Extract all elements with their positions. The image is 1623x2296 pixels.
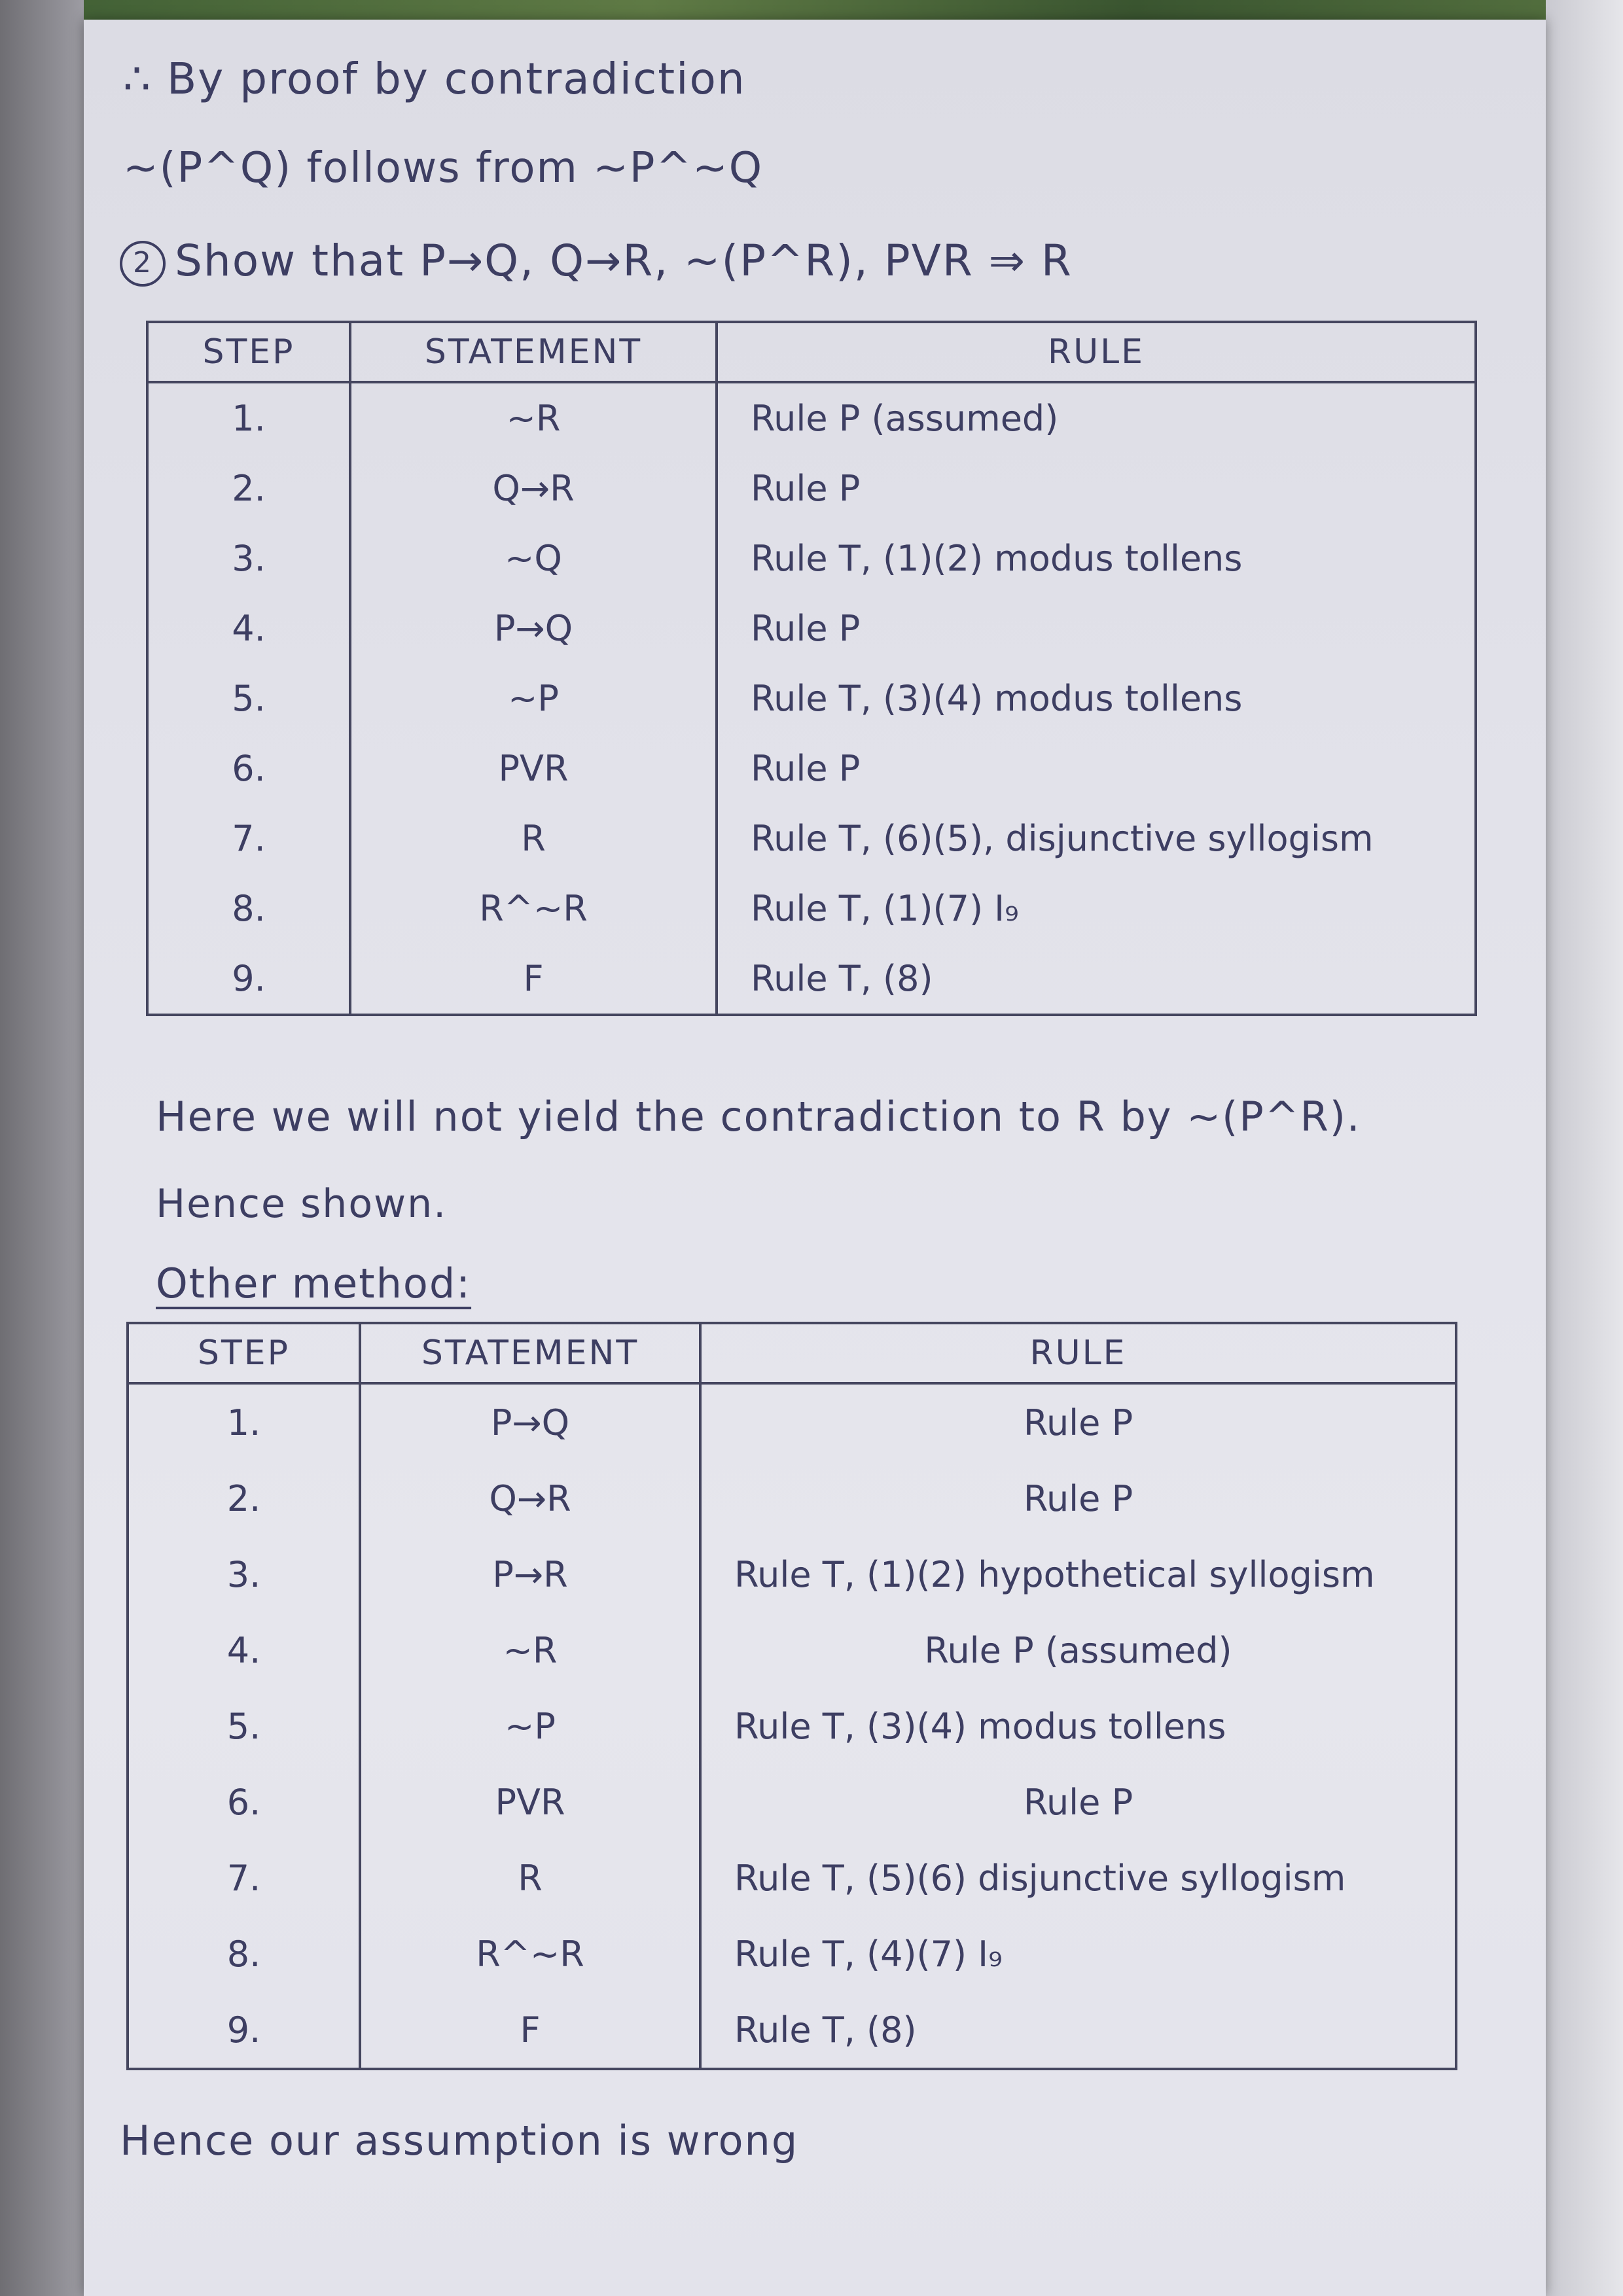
table-row xyxy=(147,593,1476,663)
table-row xyxy=(128,1460,1456,1536)
rule-cell: Rule P xyxy=(717,593,1476,663)
conclusion-line: ∴ By proof by contradiction xyxy=(123,54,746,104)
question-text: Show that P→Q, Q→R, ~(P^R), PVR ⇒ R xyxy=(175,236,1073,286)
rule-cell: Rule T, (8) xyxy=(717,944,1476,1015)
statement-cell: P→R xyxy=(360,1536,700,1612)
table-header-row xyxy=(147,322,1476,382)
step-cell: 9. xyxy=(147,944,350,1015)
table-row xyxy=(147,874,1476,944)
explanation-text: Here we will not yield the contradiction to R by ~(P^R). xyxy=(156,1093,1361,1140)
step-cell: 3. xyxy=(128,1536,360,1612)
question-number-badge: 2 xyxy=(120,241,166,287)
statement-cell: ~R xyxy=(350,382,717,453)
final-conclusion-text: Hence our assumption is wrong xyxy=(120,2117,799,2164)
proof-table-1 xyxy=(146,321,1477,1016)
other-method-heading: Other method: xyxy=(156,1260,472,1307)
step-cell: 8. xyxy=(147,874,350,944)
rule-cell: Rule P xyxy=(700,1764,1456,1840)
step-cell: 2. xyxy=(147,453,350,523)
step-cell: 6. xyxy=(147,733,350,804)
rule-column-header: RULE xyxy=(700,1323,1456,1383)
table-row xyxy=(147,944,1476,1015)
statement-cell: PVR xyxy=(350,733,717,804)
step-cell: 2. xyxy=(128,1460,360,1536)
rule-cell: Rule T, (1)(7) I₉ xyxy=(717,874,1476,944)
statement-cell: R^~R xyxy=(360,1916,700,1992)
table-row xyxy=(128,1840,1456,1916)
table-row xyxy=(147,733,1476,804)
photo-background-left xyxy=(0,0,84,2296)
step-cell: 9. xyxy=(128,1992,360,2069)
table-row xyxy=(128,1992,1456,2069)
rule-cell: Rule P xyxy=(717,453,1476,523)
rule-cell: Rule T, (5)(6) disjunctive syllogism xyxy=(700,1840,1456,1916)
table-row xyxy=(147,663,1476,733)
statement-cell: F xyxy=(360,1992,700,2069)
statement-cell: P→Q xyxy=(360,1383,700,1460)
rule-cell: Rule P xyxy=(700,1460,1456,1536)
statement-cell: ~R xyxy=(360,1612,700,1688)
table-row xyxy=(128,1688,1456,1764)
rule-cell: Rule P xyxy=(717,733,1476,804)
table-row xyxy=(147,804,1476,874)
table-row xyxy=(128,1383,1456,1460)
statement-cell: R xyxy=(360,1840,700,1916)
statement-cell: Q→R xyxy=(360,1460,700,1536)
rule-cell: Rule T, (8) xyxy=(700,1992,1456,2069)
step-cell: 5. xyxy=(147,663,350,733)
statement-cell: ~Q xyxy=(350,523,717,593)
step-cell: 4. xyxy=(128,1612,360,1688)
rule-cell: Rule T, (6)(5), disjunctive syllogism xyxy=(717,804,1476,874)
table-row xyxy=(128,1612,1456,1688)
step-cell: 3. xyxy=(147,523,350,593)
rule-cell: Rule P xyxy=(700,1383,1456,1460)
step-cell: 8. xyxy=(128,1916,360,1992)
step-cell: 6. xyxy=(128,1764,360,1840)
table-row xyxy=(147,382,1476,453)
statement-cell: PVR xyxy=(360,1764,700,1840)
rule-cell: Rule T, (3)(4) modus tollens xyxy=(700,1688,1456,1764)
statement-cell: Q→R xyxy=(350,453,717,523)
statement-column-header: STATEMENT xyxy=(350,322,717,382)
table-row xyxy=(147,523,1476,593)
step-cell: 7. xyxy=(128,1840,360,1916)
statement-column-header: STATEMENT xyxy=(360,1323,700,1383)
hence-shown-text: Hence shown. xyxy=(156,1181,448,1227)
rule-cell: Rule T, (1)(2) hypothetical syllogism xyxy=(700,1536,1456,1612)
rule-cell: Rule T, (4)(7) I₉ xyxy=(700,1916,1456,1992)
step-cell: 4. xyxy=(147,593,350,663)
statement-cell: R^~R xyxy=(350,874,717,944)
table-header-row xyxy=(128,1323,1456,1383)
proof-table-2 xyxy=(126,1322,1457,2070)
step-column-header: STEP xyxy=(147,322,350,382)
statement-cell: ~P xyxy=(360,1688,700,1764)
question-heading xyxy=(120,236,1073,287)
rule-cell: Rule T, (3)(4) modus tollens xyxy=(717,663,1476,733)
rule-column-header: RULE xyxy=(717,322,1476,382)
notebook-page xyxy=(84,20,1546,2296)
rule-cell: Rule T, (1)(2) modus tollens xyxy=(717,523,1476,593)
step-cell: 5. xyxy=(128,1688,360,1764)
rule-cell: Rule P (assumed) xyxy=(700,1612,1456,1688)
step-cell: 7. xyxy=(147,804,350,874)
statement-cell: R xyxy=(350,804,717,874)
conclusion-statement: ~(P^Q) follows from ~P^~Q xyxy=(123,144,764,192)
statement-cell: P→Q xyxy=(350,593,717,663)
step-cell: 1. xyxy=(147,382,350,453)
step-column-header: STEP xyxy=(128,1323,360,1383)
table-row xyxy=(128,1536,1456,1612)
rule-cell: Rule P (assumed) xyxy=(717,382,1476,453)
statement-cell: ~P xyxy=(350,663,717,733)
photo-background-right xyxy=(1546,0,1623,2296)
table-row xyxy=(147,453,1476,523)
table-row xyxy=(128,1764,1456,1840)
table-row xyxy=(128,1916,1456,1992)
step-cell: 1. xyxy=(128,1383,360,1460)
statement-cell: F xyxy=(350,944,717,1015)
